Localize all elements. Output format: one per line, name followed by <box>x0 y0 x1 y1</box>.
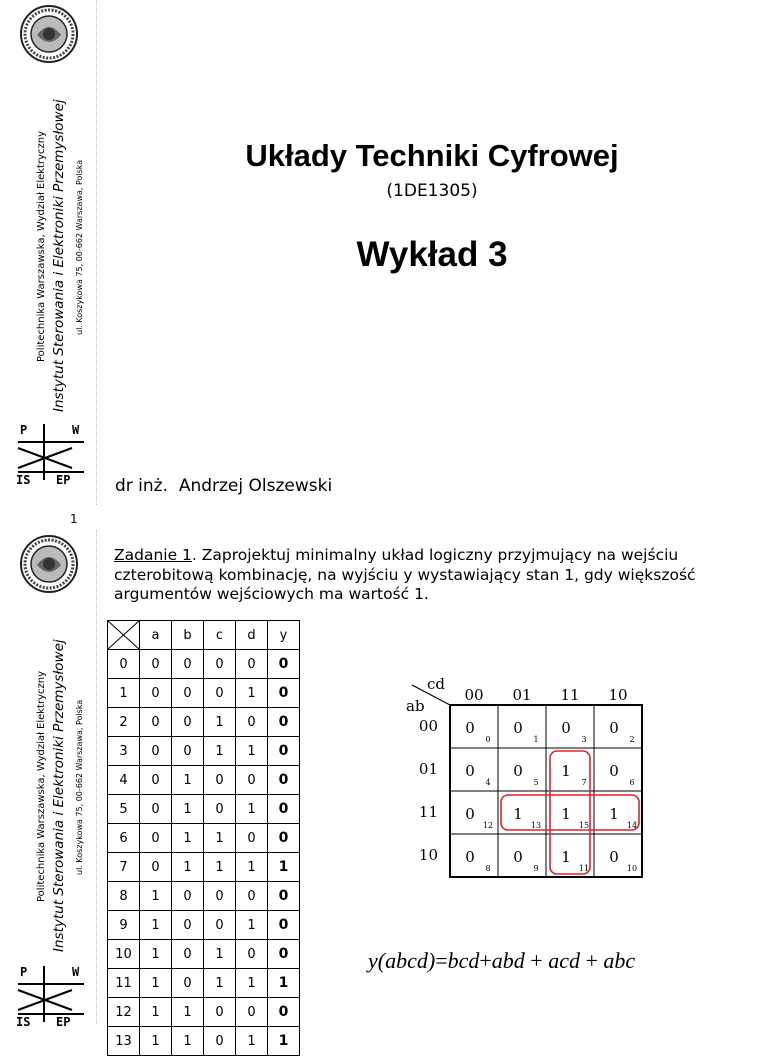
kmap-cell-index: 2 <box>629 735 635 744</box>
input-cell: 0 <box>236 708 268 737</box>
table-row <box>108 998 300 1027</box>
kmap-cell-value: 0 <box>561 719 571 737</box>
input-cell: 1 <box>140 940 172 969</box>
table-row <box>108 679 300 708</box>
kmap-cell-value: 0 <box>513 848 523 866</box>
input-cell: 0 <box>140 650 172 679</box>
kmap-col-label: 10 <box>608 686 628 704</box>
row-index: 4 <box>108 766 140 795</box>
truth-table-header-c: c <box>204 621 236 650</box>
input-cell: 0 <box>140 708 172 737</box>
row-index: 6 <box>108 824 140 853</box>
kmap-cell-value: 0 <box>609 719 619 737</box>
university-seal-icon <box>20 5 78 63</box>
institute-address: ul. Koszykowa 75, 00-662 Warszawa, Polska <box>75 159 84 335</box>
formula-equals: = <box>435 948 448 973</box>
input-cell: 0 <box>204 650 236 679</box>
university-name: Politechnika Warszawska, Wydział Elektryczny <box>36 670 47 902</box>
input-cell: 0 <box>204 679 236 708</box>
kmap-cell-value: 1 <box>513 805 523 823</box>
table-row <box>108 969 300 998</box>
row-index: 0 <box>108 650 140 679</box>
input-cell: 0 <box>172 650 204 679</box>
input-cell: 1 <box>140 911 172 940</box>
formula-term: abd <box>491 948 525 973</box>
input-cell: 1 <box>236 969 268 998</box>
logo-letter-p: P <box>20 423 28 437</box>
task-label: Zadanie 1 <box>114 546 192 564</box>
row-index: 1 <box>108 679 140 708</box>
input-cell: 0 <box>140 737 172 766</box>
output-cell: 0 <box>268 679 300 708</box>
input-cell: 1 <box>172 824 204 853</box>
formula-term: abc <box>603 948 636 973</box>
kmap-row-label: 10 <box>418 846 438 864</box>
institute-address: ul. Koszykowa 75, 00-662 Warszawa, Polska <box>75 699 84 875</box>
output-cell: 0 <box>268 795 300 824</box>
table-row <box>108 650 300 679</box>
kmap-row-label: 00 <box>418 717 438 735</box>
table-row <box>108 911 300 940</box>
truth-table-header-y: y <box>268 621 300 650</box>
isep-logo-icon <box>14 962 86 1028</box>
input-cell: 1 <box>204 940 236 969</box>
kmap-cell-value: 0 <box>513 719 523 737</box>
logo-letter-w: W <box>72 965 80 979</box>
input-cell: 1 <box>204 969 236 998</box>
kmap-cell-value: 0 <box>513 762 523 780</box>
input-cell: 1 <box>172 853 204 882</box>
output-cell: 1 <box>268 1027 300 1056</box>
input-cell: 0 <box>236 650 268 679</box>
sidebar <box>0 0 97 505</box>
lecture-title: Wykład 3 <box>356 235 508 274</box>
table-row <box>108 737 300 766</box>
output-cell: 1 <box>268 853 300 882</box>
table-row <box>108 940 300 969</box>
input-cell: 1 <box>236 737 268 766</box>
kmap-cell-index: 6 <box>629 778 635 787</box>
output-cell: 0 <box>268 911 300 940</box>
kmap-cell-index: 14 <box>626 821 638 830</box>
formula-term: acd <box>548 948 580 973</box>
output-cell: 1 <box>268 969 300 998</box>
kmap-cell-value: 0 <box>609 762 619 780</box>
kmap-cell-value: 1 <box>609 805 619 823</box>
slide-1 <box>0 0 768 505</box>
output-cell: 0 <box>268 824 300 853</box>
kmap-cell-value: 1 <box>561 848 571 866</box>
kmap-cell-index: 12 <box>482 821 494 830</box>
kmap-col-var: cd <box>427 675 446 693</box>
kmap-cell-index: 3 <box>581 735 587 744</box>
kmap-cell-index: 15 <box>578 821 590 830</box>
input-cell: 0 <box>140 824 172 853</box>
formula-plus: + <box>585 948 598 973</box>
sidebar <box>0 530 97 1029</box>
output-cell: 0 <box>268 940 300 969</box>
university-name: Politechnika Warszawska, Wydział Elektryczny <box>36 130 47 362</box>
input-cell: 1 <box>236 853 268 882</box>
author-name: dr inż. Andrzej Olszewski <box>115 476 333 496</box>
input-cell: 0 <box>140 853 172 882</box>
kmap-row-var: ab <box>406 697 425 715</box>
input-cell: 0 <box>172 911 204 940</box>
kmap-cell-index: 10 <box>626 864 638 873</box>
kmap-cell-index: 0 <box>485 735 491 744</box>
minimized-formula <box>368 948 635 974</box>
table-row <box>108 708 300 737</box>
kmap-col-label: 00 <box>464 686 484 704</box>
kmap-cell-value: 1 <box>561 805 571 823</box>
row-index: 3 <box>108 737 140 766</box>
kmap-col-label: 11 <box>560 686 580 704</box>
kmap-cell-index: 1 <box>533 735 539 744</box>
logo-letters-ep: EP <box>56 473 71 487</box>
output-cell: 0 <box>268 737 300 766</box>
input-cell: 0 <box>204 998 236 1027</box>
kmap-cell-index: 4 <box>485 778 491 787</box>
input-cell: 0 <box>172 969 204 998</box>
kmap-cell-index: 11 <box>578 864 590 873</box>
row-index: 7 <box>108 853 140 882</box>
input-cell: 0 <box>204 882 236 911</box>
truth-table-header-b: b <box>172 621 204 650</box>
input-cell: 0 <box>140 795 172 824</box>
input-cell: 1 <box>140 1027 172 1056</box>
formula-lhs: y(abcd) <box>368 948 436 973</box>
row-index: 9 <box>108 911 140 940</box>
formula-term: bcd <box>447 948 480 973</box>
kmap-cell-index: 9 <box>533 864 539 873</box>
task-text: . Zaprojektuj minimalny układ logiczny przyjmujący na wejściu czterobitową kombinację, na wyjściu y wystawiający stan 1, gdy większość argumentów wejściowych ma wartość 1. <box>114 546 696 603</box>
table-row <box>108 766 300 795</box>
row-index: 11 <box>108 969 140 998</box>
formula-plus: + <box>530 948 543 973</box>
formula-plus: + <box>479 948 492 973</box>
output-cell: 0 <box>268 708 300 737</box>
logo-letter-p: P <box>20 965 28 979</box>
input-cell: 1 <box>172 766 204 795</box>
kmap-cell-index: 13 <box>530 821 542 830</box>
task-statement <box>114 546 754 605</box>
page-number: 1 <box>70 512 78 526</box>
input-cell: 0 <box>236 824 268 853</box>
logo-letters-ep: EP <box>56 1015 71 1029</box>
input-cell: 0 <box>236 998 268 1027</box>
kmap-cell-value: 0 <box>609 848 619 866</box>
table-row <box>108 1027 300 1056</box>
table-row <box>108 853 300 882</box>
input-cell: 1 <box>236 911 268 940</box>
input-cell: 0 <box>172 737 204 766</box>
row-index: 12 <box>108 998 140 1027</box>
input-cell: 0 <box>172 679 204 708</box>
input-cell: 0 <box>204 766 236 795</box>
input-cell: 1 <box>204 853 236 882</box>
input-cell: 0 <box>172 882 204 911</box>
input-cell: 0 <box>204 795 236 824</box>
institute-name: Instytut Sterowania i Elektroniki Przemysłowej <box>51 639 67 952</box>
input-cell: 1 <box>204 737 236 766</box>
input-cell: 0 <box>204 911 236 940</box>
input-cell: 0 <box>236 882 268 911</box>
input-cell: 0 <box>172 940 204 969</box>
input-cell: 1 <box>140 882 172 911</box>
kmap-cell-value: 0 <box>465 848 475 866</box>
output-cell: 0 <box>268 766 300 795</box>
input-cell: 1 <box>140 998 172 1027</box>
truth-table <box>107 620 300 1056</box>
input-cell: 1 <box>172 1027 204 1056</box>
kmap-cell-index: 7 <box>581 778 587 787</box>
input-cell: 0 <box>140 679 172 708</box>
course-title: Układy Techniki Cyfrowej <box>245 138 619 173</box>
input-cell: 1 <box>236 679 268 708</box>
input-cell: 1 <box>140 969 172 998</box>
logo-letters-is: IS <box>16 1015 31 1029</box>
slide-2 <box>0 530 768 1049</box>
row-index: 13 <box>108 1027 140 1056</box>
truth-table-corner <box>108 621 140 650</box>
kmap-cell-value: 0 <box>465 805 475 823</box>
truth-table-header-d: d <box>236 621 268 650</box>
table-row <box>108 882 300 911</box>
karnaugh-map <box>400 675 650 895</box>
table-row <box>108 795 300 824</box>
input-cell: 0 <box>172 708 204 737</box>
kmap-col-label: 01 <box>512 686 532 704</box>
logo-letters-is: IS <box>16 473 31 487</box>
output-cell: 0 <box>268 882 300 911</box>
kmap-cell-value: 0 <box>465 762 475 780</box>
table-row <box>108 824 300 853</box>
truth-table-header <box>108 621 300 650</box>
output-cell: 0 <box>268 650 300 679</box>
isep-logo-icon <box>14 420 86 486</box>
row-index: 2 <box>108 708 140 737</box>
kmap-cell-index: 8 <box>485 864 491 873</box>
kmap-cell-value: 1 <box>561 762 571 780</box>
input-cell: 1 <box>172 998 204 1027</box>
input-cell: 1 <box>236 1027 268 1056</box>
input-cell: 0 <box>236 940 268 969</box>
logo-letter-w: W <box>72 423 80 437</box>
kmap-cell-value: 0 <box>465 719 475 737</box>
input-cell: 1 <box>204 824 236 853</box>
input-cell: 1 <box>236 795 268 824</box>
row-index: 10 <box>108 940 140 969</box>
row-index: 5 <box>108 795 140 824</box>
input-cell: 1 <box>204 708 236 737</box>
corner-cross-icon <box>108 621 139 649</box>
output-cell: 0 <box>268 998 300 1027</box>
kmap-cell-index: 5 <box>533 778 539 787</box>
university-seal-icon <box>20 535 78 593</box>
truth-table-header-a: a <box>140 621 172 650</box>
institute-name: Instytut Sterowania i Elektroniki Przemysłowej <box>51 99 67 412</box>
input-cell: 1 <box>172 795 204 824</box>
row-index: 8 <box>108 882 140 911</box>
course-code: (1DE1305) <box>386 181 478 201</box>
kmap-row-label: 01 <box>418 760 438 778</box>
input-cell: 0 <box>140 766 172 795</box>
input-cell: 0 <box>204 1027 236 1056</box>
kmap-row-label: 11 <box>418 803 438 821</box>
input-cell: 0 <box>236 766 268 795</box>
